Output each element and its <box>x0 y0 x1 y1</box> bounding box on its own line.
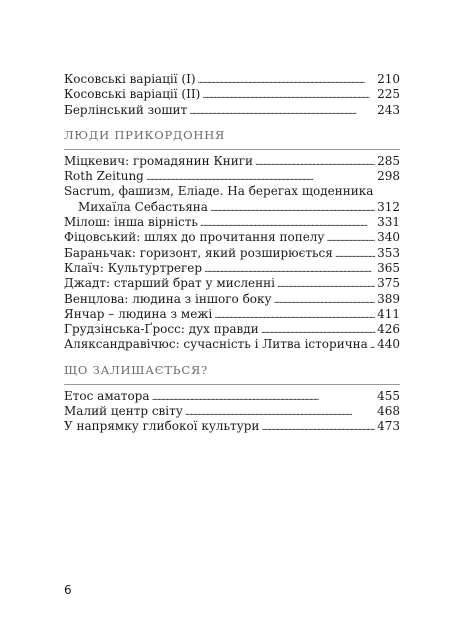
toc-entry-title: Фіцовський: шлях до прочитання попелу <box>64 230 325 245</box>
toc-entry-page: 389 <box>377 291 400 306</box>
toc-entry <box>64 276 400 291</box>
toc-entry-page: 375 <box>377 276 400 291</box>
toc-entry <box>64 103 400 118</box>
toc-entry <box>64 200 400 215</box>
toc-entry-page: 298 <box>377 169 400 184</box>
toc-entry-page: 225 <box>377 87 400 102</box>
toc-entry-page: 285 <box>377 153 400 168</box>
toc-entry-page: 365 <box>377 260 400 275</box>
toc-entry-title-line1: Sacrum, фашизм, Еліаде. На берегах щоденника <box>64 184 374 199</box>
toc-entry <box>64 419 400 434</box>
toc-entry-title: Бараньчак: горизонт, який розширюється <box>64 245 333 260</box>
toc-entry-title: Міцкевич: громадянин Книги <box>64 153 254 168</box>
toc-entry <box>64 215 400 230</box>
toc-entry <box>64 154 400 169</box>
toc-entry-page: 340 <box>377 230 400 245</box>
toc-entry-page: 243 <box>377 102 400 117</box>
toc-entry-title: Аляксандравічюс: сучасність і Литва історична <box>64 337 368 352</box>
toc-entry-page: 468 <box>377 404 400 419</box>
toc-entry <box>64 261 400 276</box>
leader-dots <box>370 337 375 354</box>
table-of-contents <box>64 72 400 435</box>
toc-entry-page: 473 <box>377 419 400 434</box>
toc-entry <box>64 72 400 87</box>
toc-entry-title: Косовські варіації (II) <box>64 87 201 102</box>
toc-entry-page: 210 <box>377 72 400 86</box>
toc-entry <box>64 389 400 404</box>
toc-entry <box>64 307 400 322</box>
toc-entry <box>64 230 400 245</box>
leader-dots <box>189 103 375 120</box>
toc-entry <box>64 322 400 337</box>
toc-entry-page: 353 <box>377 245 400 260</box>
toc-entry <box>64 169 400 184</box>
toc-entry-title: Джадт: старший брат у мисленні <box>64 276 275 291</box>
toc-entry-page: 455 <box>377 388 400 403</box>
section-heading: ЩО ЗАЛИШАЄТЬСЯ? <box>64 362 209 377</box>
toc-entry-page: 426 <box>377 322 400 337</box>
toc-entry-title: Косовські варіації (I) <box>64 72 196 86</box>
toc-entry-title: Венцлова: людина з іншого боку <box>64 291 272 306</box>
toc-entry <box>64 292 400 307</box>
toc-entry-title: Roth Zeitung <box>64 169 144 184</box>
leader-dots <box>261 419 375 436</box>
page-number: 6 <box>64 583 72 597</box>
toc-entry-title: Янчар – людина з межі <box>64 306 213 321</box>
toc-entry <box>64 404 400 419</box>
toc-entry-title: Клаїч: Культуртрегер <box>64 260 203 275</box>
toc-entry-title: Михаїла Себастьяна <box>78 199 208 214</box>
toc-entry-page: 411 <box>377 306 400 321</box>
toc-entry-title: Берлінський зошит <box>64 102 188 117</box>
toc-entry-title: Етос аматора <box>64 388 150 403</box>
toc-entry-title: Мілош: інша вірність <box>64 215 198 230</box>
section-heading: ЛЮДИ ПРИКОРДОННЯ <box>64 127 226 142</box>
toc-entry <box>64 337 400 352</box>
toc-entry-first-line <box>64 184 400 199</box>
section-divider <box>64 384 400 385</box>
toc-entry-title: У напрямку глибокої культури <box>64 419 260 434</box>
toc-entry <box>64 246 400 261</box>
toc-entry-title: Малий центр світу <box>64 404 183 419</box>
toc-entry-page: 331 <box>377 215 400 230</box>
toc-entry-page: 440 <box>377 337 400 352</box>
toc-entry-page: 312 <box>377 199 400 214</box>
toc-entry <box>64 87 400 102</box>
section-divider <box>64 149 400 150</box>
toc-entry-title: Грудзінська-Ґросс: дух правди <box>64 322 259 337</box>
